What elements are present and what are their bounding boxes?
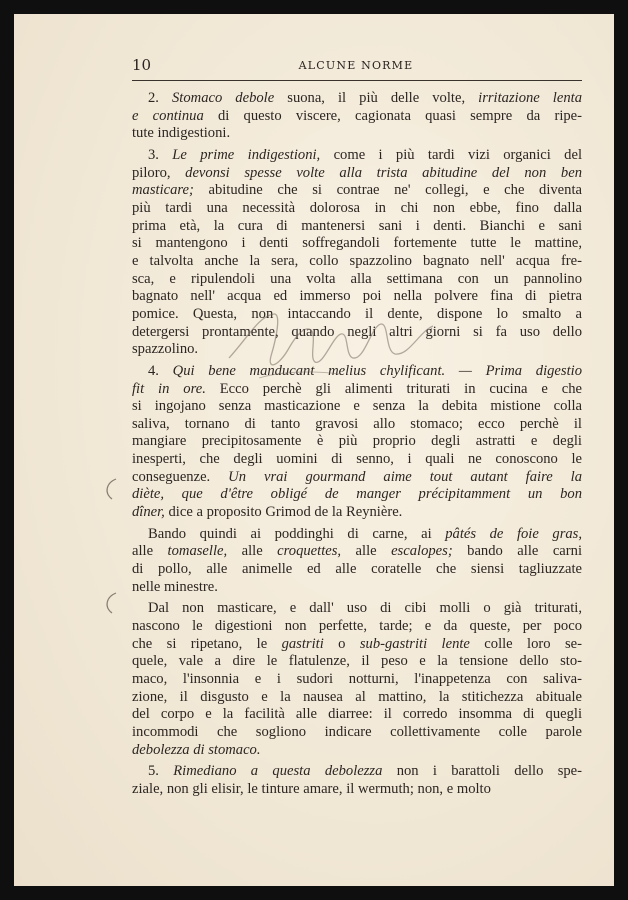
- text-line: prima età, la cura di mantenersi sani i denti. Bianchi e sani: [132, 217, 582, 234]
- text-line: 4. Qui bene manducant melius chylificant. — Prima digestio: [148, 362, 582, 379]
- text-line: ziale, non gli elisir, le tinture amare, il wermuth; non, e molto: [132, 780, 491, 797]
- text-line: maco, l'insonnia e i sudori notturni, l'inappetenza con saliva-: [132, 671, 582, 687]
- text-line: nascono le digestioni non perfette, tarde; e da queste, per poco: [132, 618, 582, 635]
- text-line: saliva, tornano di tanto gravosi allo stomaco; ecco perchè il: [132, 415, 582, 432]
- page-header: [132, 56, 580, 80]
- text-line: alle tomaselle, alle croquettes, alle escalopes; bando alle carni: [132, 543, 582, 560]
- text-line: incommodi che sogliono indicare collettivamente colle parole: [132, 723, 582, 740]
- text-line: più tardi una necessità dolorosa in chi non ebbe, fino dalla: [132, 199, 582, 216]
- text-line: Bando quindi ai poddinghi di carne, ai pâtés de foie gras,: [148, 525, 583, 542]
- faint-signature: [219, 296, 459, 391]
- body-text: [132, 90, 582, 799]
- text-line: e talvolta anche la sera, collo spazzolino bagnato nell' acqua fre-: [132, 252, 582, 269]
- text-line: piloro, devonsi spesse volte alla trista abitudine del non ben: [132, 164, 582, 181]
- text-line: del corpo e la facilità alle diarree: il corredo insomma di quegli: [132, 706, 582, 723]
- text-line: bagnato nell' acqua ed immerso poi nella polvere fina di pietra: [132, 288, 582, 305]
- margin-mark: [102, 591, 118, 615]
- text-line: debolezza di stomaco.: [132, 741, 261, 758]
- text-line: dîner, dice a proposito Grimod de la Reynière.: [132, 504, 403, 521]
- text-line: masticare; abitudine che si contrae ne' collegi, e che diventa: [132, 182, 582, 199]
- text-line: tute indigestioni.: [132, 125, 231, 142]
- paragraph: [132, 600, 582, 759]
- text-line: zione, il disgusto e la nausea al mattino, la stitichezza abituale: [132, 688, 582, 705]
- paragraph: [132, 763, 582, 798]
- paragraph: [132, 90, 582, 143]
- book-page: [14, 14, 614, 886]
- text-line: fit in ore. Ecco perchè gli alimenti triturati in cucina e che: [132, 380, 582, 397]
- running-title: ALCUNE NORME: [298, 59, 414, 72]
- paragraph: [132, 526, 582, 597]
- text-line: che si ripetano, le gastriti o sub-gastriti lente colle loro se-: [132, 635, 582, 652]
- text-line: nelle minestre.: [132, 578, 218, 595]
- text-line: di pollo, alle animelle ed alle coratelle che siensi tagliuzzate: [132, 561, 582, 578]
- text-line: diète, que d'être obligé de manger précipitamment un bon: [132, 486, 582, 503]
- text-line: mangiare precipitosamente è più proprio degli astratti e degli: [132, 433, 582, 450]
- text-line: si mantengono i denti soffregandoli fortemente tutte le mattine,: [132, 235, 582, 252]
- text-line: spazzolino.: [132, 341, 199, 358]
- text-line: conseguenze. Un vrai gourmand aime tout autant faire la: [132, 468, 582, 485]
- margin-mark: [102, 477, 118, 501]
- text-line: 3. Le prime indigestioni, come i più tardi vizi organici del: [148, 146, 582, 163]
- header-rule: [132, 80, 582, 81]
- text-line: pomice. Questa, non intaccando il dente, dispone lo smalto a: [132, 305, 582, 322]
- text-line: sca, e ripulendoli una volta alla settimana con un pannolino: [132, 270, 582, 287]
- text-line: Dal non masticare, e dall' uso di cibi molli o già triturati,: [148, 600, 582, 617]
- text-line: si ingojano senza masticazione e senza la debita mistione colla: [132, 398, 582, 415]
- text-line: e continua di questo viscere, cagionata quasi sempre da ripe-: [132, 107, 583, 124]
- text-line: detergersi prontamente, quando negli altri giorni si fa uso dello: [132, 323, 582, 340]
- text-line: inesperti, che degli uomini di senno, i quali ne conoscono le: [132, 451, 582, 468]
- text-line: quele, vale a dire le flatulenze, il peso e la tensione dello sto-: [132, 653, 582, 670]
- text-line: 2. Stomaco debole suona, il più delle volte, irritazione lenta: [148, 90, 582, 106]
- page-number: 10: [132, 56, 152, 74]
- text-line: 5. Rimediano a questa debolezza non i barattoli dello spe-: [148, 763, 583, 780]
